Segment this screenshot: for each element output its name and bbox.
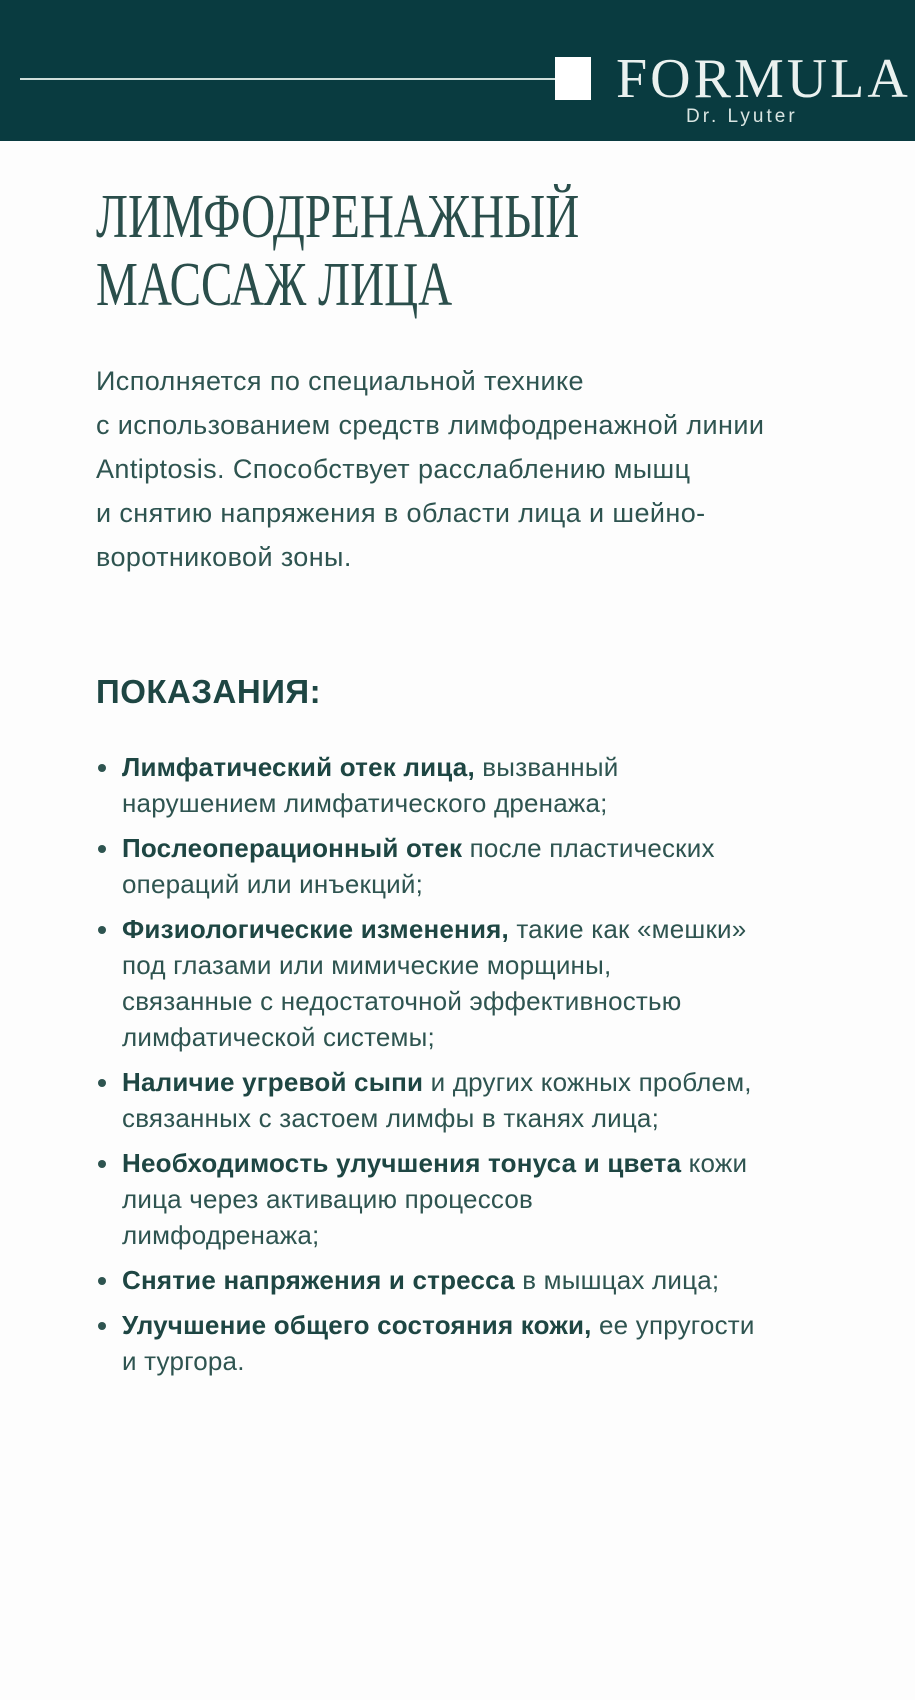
list-item-line: [122, 1262, 856, 1298]
list-item-regular-text: и других кожных проблем,: [423, 1067, 752, 1097]
description-line: и снятию напряжения в области лица и шейно-: [96, 498, 706, 528]
bullet-dot-icon: [98, 1277, 106, 1285]
header: [0, 0, 915, 141]
page-title-line: МАССАЖ ЛИЦА: [96, 251, 453, 319]
list-item: [96, 1262, 856, 1298]
list-item: [96, 911, 856, 1055]
list-item-line: связанных с застоем лимфы в тканях лица;: [122, 1103, 660, 1133]
bullet-dot-icon: [98, 1160, 106, 1168]
list-item: [96, 1307, 856, 1379]
list-item-line: под глазами или мимические морщины,: [122, 950, 612, 980]
description: [96, 359, 856, 579]
list-item-line: нарушением лимфатического дренажа;: [122, 788, 608, 818]
list-item: [96, 749, 856, 821]
list-item-bold-text: Снятие напряжения и стресса: [122, 1265, 515, 1295]
list-item-line: лимфодренажа;: [122, 1220, 320, 1250]
list-item-regular-text: ее упругости: [591, 1310, 755, 1340]
description-line: с использованием средств лимфодренажной линии: [96, 410, 765, 440]
bullet-dot-icon: [98, 1322, 106, 1330]
list-item-line: операций или инъекций;: [122, 869, 424, 899]
list-item-line: и тургора.: [122, 1346, 245, 1376]
indications-list: [96, 749, 856, 1379]
list-item-bold-text: Наличие угревой сыпи: [122, 1067, 424, 1097]
list-item: [96, 1145, 856, 1253]
description-line: Antiptosis. Способствует расслаблению мышц: [96, 454, 691, 484]
description-line: Исполняется по специальной технике: [96, 366, 584, 396]
header-rule: [20, 78, 557, 80]
description-line: воротниковой зоны.: [96, 542, 352, 572]
logo-square-icon: [555, 57, 591, 100]
list-item-bold-text: Лимфатический отек лица,: [122, 752, 475, 782]
list-item-regular-text: вызванный: [474, 752, 619, 782]
bullet-dot-icon: [98, 926, 106, 934]
list-item-bold-text: Необходимость улучшения тонуса и цвета: [122, 1148, 682, 1178]
list-item-line: лимфатической системы;: [122, 1022, 435, 1052]
bullet-dot-icon: [98, 1079, 106, 1087]
list-item: [96, 1064, 856, 1136]
brand-subtitle: Dr. Lyuter: [686, 106, 798, 127]
list-item-bold-text: Послеоперационный отек: [122, 833, 463, 863]
list-item-regular-text: после пластических: [462, 833, 715, 863]
section-heading: ПОКАЗАНИЯ:: [96, 673, 322, 710]
list-item-line: [122, 830, 856, 866]
brand-logo: FORMULA: [616, 48, 911, 110]
bullet-dot-icon: [98, 764, 106, 772]
list-item-regular-text: в мышцах лица;: [514, 1265, 720, 1295]
list-item: [96, 830, 856, 902]
list-item-line: [122, 1307, 856, 1343]
list-item-bold-text: Физиологические изменения,: [122, 914, 509, 944]
list-item-line: [122, 749, 856, 785]
list-item-line: связанные с недостаточной эффективностью: [122, 986, 682, 1016]
list-item-bold-text: Улучшение общего состояния кожи,: [122, 1310, 592, 1340]
list-item-line: [122, 1064, 856, 1100]
page-title-line: ЛИМФОДРЕНАЖНЫЙ: [96, 183, 580, 251]
bullet-dot-icon: [98, 845, 106, 853]
content-area: [96, 141, 856, 1388]
list-item-regular-text: кожи: [681, 1148, 748, 1178]
list-item-regular-text: такие как «мешки»: [508, 914, 747, 944]
list-item-line: [122, 1145, 856, 1181]
list-item-line: лица через активацию процессов: [122, 1184, 534, 1214]
page-title: [96, 183, 674, 319]
list-item-line: [122, 911, 856, 947]
